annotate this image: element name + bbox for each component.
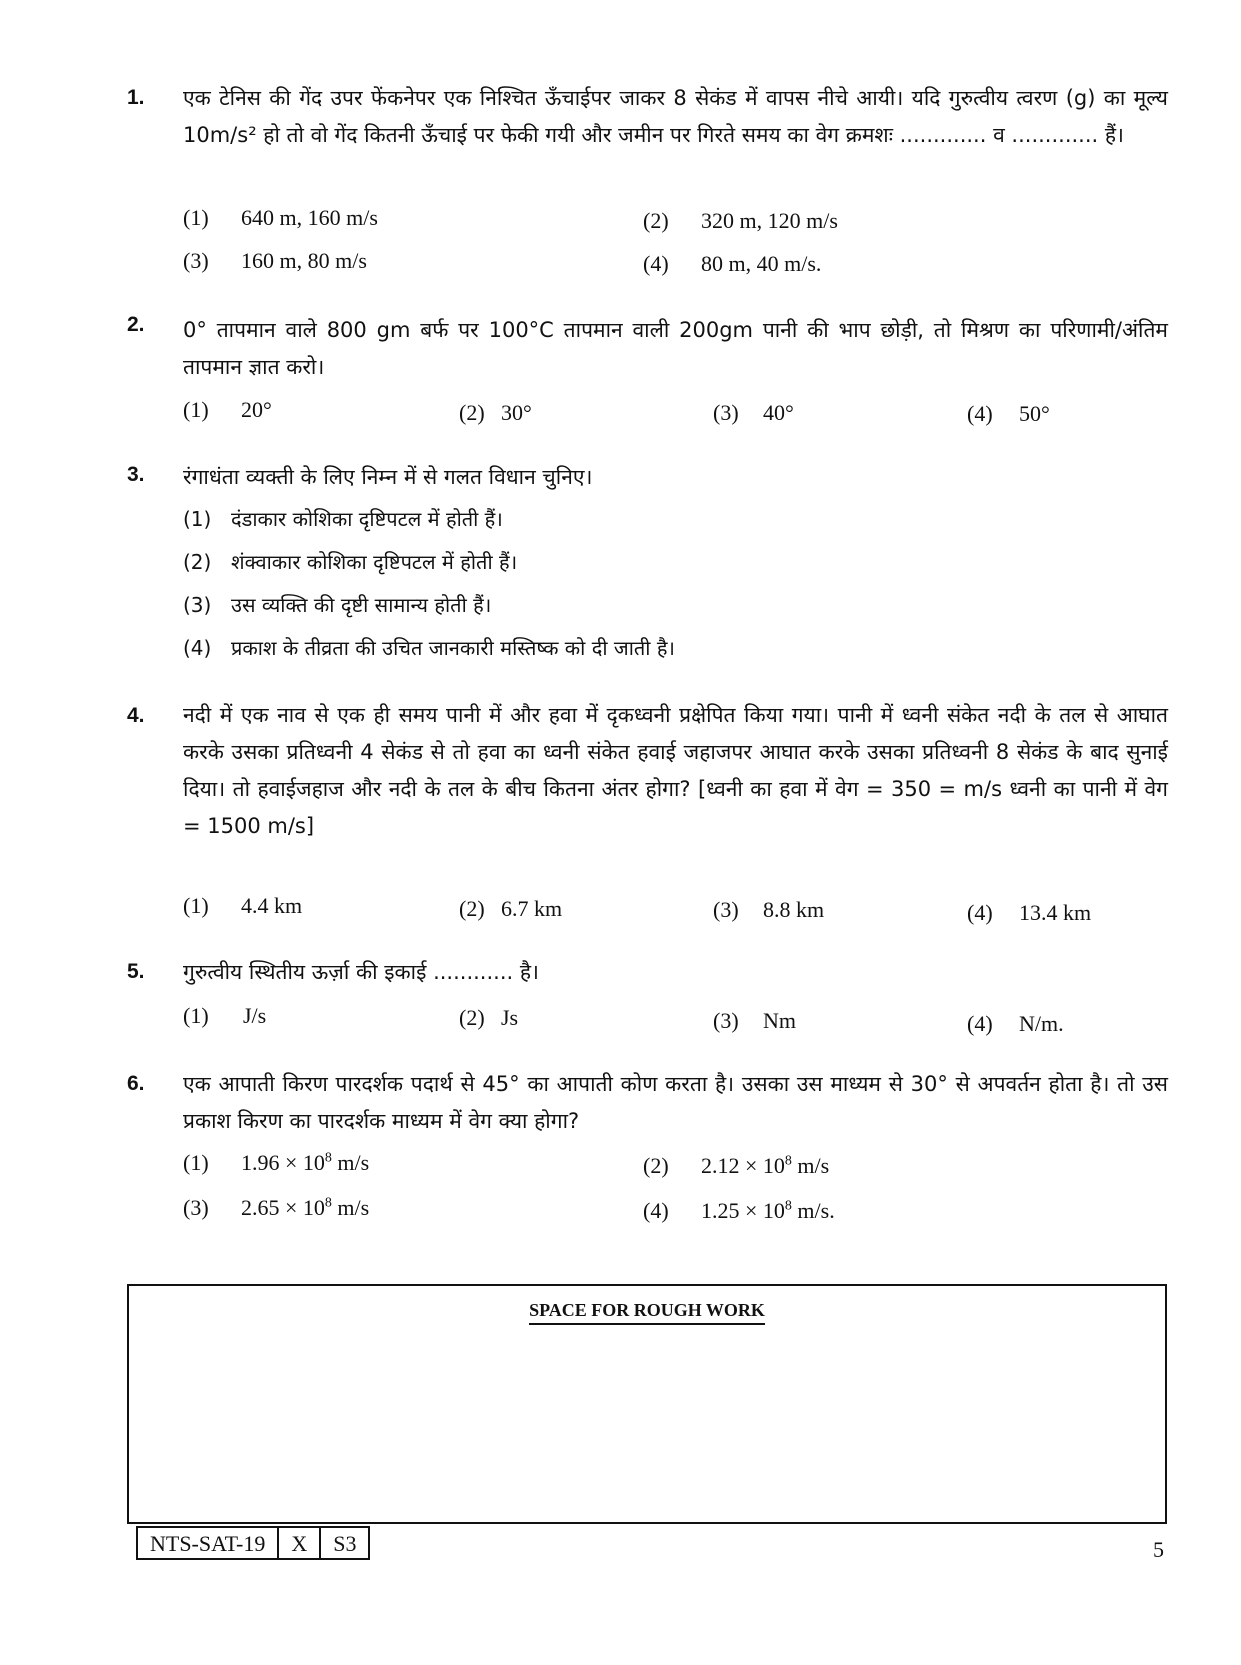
option-text: Js	[501, 1005, 519, 1030]
option-text: 640 m, 160 m/s	[241, 205, 378, 230]
option-label: (3)	[183, 593, 212, 617]
option-text: 1.96 × 10	[241, 1150, 325, 1175]
set-code: S3	[319, 1528, 368, 1558]
option-label: (2)	[459, 400, 485, 425]
option-4[interactable]	[643, 251, 821, 277]
option-label: (2)	[643, 1153, 669, 1178]
option-text: 320 m, 120 m/s	[701, 208, 838, 233]
option-text: 2.12 × 10	[701, 1153, 785, 1178]
question-text: रंगाधंता व्यक्ती के लिए निम्न में से गलत विधान चुनिए।	[183, 465, 593, 489]
question-number: 2.	[127, 313, 145, 336]
option-2[interactable]	[643, 208, 838, 234]
option-label: (4)	[643, 251, 669, 276]
option-label: (3)	[713, 400, 739, 425]
option-text: शंक्वाकार कोशिका दृष्टिपटल में होती हैं।	[231, 550, 518, 574]
option-label: (1)	[183, 507, 212, 531]
option-2[interactable]	[459, 400, 532, 426]
option-text: दंडाकार कोशिका दृष्टिपटल में होती हैं।	[231, 507, 503, 531]
option-1[interactable]	[183, 397, 272, 423]
question-text: एक टेनिस की गेंद उपर फेंकनेपर एक निश्चित ऊँचाईपर जाकर 8 सेकंड में वापस नीचे आयी। यदि गुरुत्वीय त्वरण (g) का मूल्य 10m/s² हो तो वो गेंद कितनी ऊँचाई पर फेकी गयी और जमीन पर गिरते समय का वेग क्रमशः ............. व ............. हैं।	[183, 86, 1168, 147]
option-label: (1)	[183, 1003, 209, 1028]
option-3[interactable]	[183, 1195, 369, 1221]
question-number: 6.	[127, 1072, 145, 1095]
option-text: 8.8 km	[763, 897, 825, 922]
option-1[interactable]	[183, 1150, 369, 1176]
option-1[interactable]	[183, 505, 503, 532]
option-label: (1)	[183, 205, 209, 230]
option-unit: m/s.	[791, 1198, 835, 1223]
paper-code: NTS-SAT-19	[150, 1531, 266, 1556]
question-number: 1.	[127, 86, 145, 109]
question-number: 4.	[127, 704, 145, 727]
option-3[interactable]	[183, 591, 491, 618]
option-text: 80 m, 40 m/s.	[701, 251, 822, 276]
rough-work-title: SPACE FOR ROUGH WORK	[129, 1300, 1165, 1321]
option-label: (3)	[713, 897, 739, 922]
page-number: 5	[1153, 1537, 1164, 1562]
option-label: (1)	[183, 893, 209, 918]
option-label: (1)	[183, 1150, 209, 1175]
option-3[interactable]	[183, 248, 367, 274]
option-4[interactable]	[183, 634, 675, 661]
option-unit: m/s	[331, 1150, 370, 1175]
option-label: (1)	[183, 397, 209, 422]
question-text: 0° तापमान वाले 800 gm बर्फ पर 100°C तापमान वाली 200gm पानी की भाप छोड़ी, तो मिश्रण का परिणामी/अंतिम तापमान ज्ञात करो।	[183, 318, 1168, 379]
option-text: J/s	[243, 1003, 267, 1028]
class-code: X	[277, 1528, 319, 1558]
option-1[interactable]	[183, 205, 378, 231]
question-text: नदी में एक नाव से एक ही समय पानी में और हवा में दृकध्वनी प्रक्षेपित किया गया। पानी में ध्वनी संकेत नदी के तल से आघात करके उसका प्रतिध्वनी 4 सेकंड से तो हवा का ध्वनी संकेत हवाई जहाजपर आघात करके उसका प्रतिध्वनी 8 सेकंड के बाद सुनाई दिया। तो हवाईजहाज और नदी के तल के बीच कितना अंतर होगा? [ध्वनी का हवा में वेग = 350 = m/s ध्वनी का पानी में वेग = 1500 m/s]	[183, 703, 1168, 838]
option-2[interactable]	[459, 896, 562, 922]
option-text: उस व्यक्ति की दृष्टी सामान्य होती हैं।	[231, 593, 492, 617]
option-text: 30°	[501, 400, 532, 425]
option-1[interactable]	[183, 1003, 266, 1029]
option-text: 4.4 km	[241, 893, 303, 918]
option-label: (4)	[967, 900, 993, 925]
option-text: 2.65 × 10	[241, 1195, 325, 1220]
option-4[interactable]	[967, 900, 1091, 926]
option-1[interactable]	[183, 893, 302, 919]
paper-code-box	[136, 1526, 370, 1560]
option-label: (2)	[459, 1005, 485, 1030]
option-label: (4)	[643, 1198, 669, 1223]
question-number: 3.	[127, 463, 145, 486]
option-text: 13.4 km	[1019, 900, 1092, 925]
option-2[interactable]	[643, 1153, 829, 1179]
option-text: Nm	[763, 1008, 796, 1033]
rough-work-area	[127, 1284, 1167, 1524]
option-label: (2)	[643, 208, 669, 233]
option-4[interactable]	[643, 1198, 835, 1224]
option-text: 40°	[763, 400, 794, 425]
option-exponent: 8	[784, 1198, 792, 1214]
option-text: प्रकाश के तीव्रता की उचित जानकारी मस्तिष्क को दी जाती है।	[231, 636, 676, 660]
option-label: (3)	[183, 248, 209, 273]
option-3[interactable]	[713, 1008, 796, 1034]
option-4[interactable]	[967, 401, 1050, 427]
option-text: 160 m, 80 m/s	[241, 248, 367, 273]
option-3[interactable]	[713, 400, 794, 426]
option-label: (2)	[459, 896, 485, 921]
option-exponent: 8	[324, 1150, 332, 1166]
question-number: 5.	[127, 960, 145, 983]
option-exponent: 8	[324, 1195, 332, 1211]
option-text: N/m.	[1019, 1011, 1064, 1036]
option-label: (4)	[967, 1011, 993, 1036]
option-2[interactable]	[459, 1005, 518, 1031]
question-text: गुरुत्वीय स्थितीय ऊर्ज़ा की इकाई ............ है।	[183, 960, 539, 984]
option-label: (4)	[183, 636, 212, 660]
option-text: 50°	[1019, 401, 1050, 426]
option-3[interactable]	[713, 897, 824, 923]
option-2[interactable]	[183, 548, 517, 575]
option-label: (4)	[967, 401, 993, 426]
option-label: (3)	[183, 1195, 209, 1220]
option-text: 6.7 km	[501, 896, 563, 921]
option-label: (3)	[713, 1008, 739, 1033]
option-unit: m/s	[331, 1195, 370, 1220]
question-text: एक आपाती किरण पारदर्शक पदार्थ से 45° का आपाती कोण करता है। उसका उस माध्यम से 30° से अपवर्तन होता है। तो उस प्रकाश किरण का पारदर्शक माध्यम में वेग क्या होगा?	[183, 1072, 1168, 1133]
option-unit: m/s	[791, 1153, 830, 1178]
option-exponent: 8	[784, 1153, 792, 1169]
option-text: 20°	[241, 397, 272, 422]
option-label: (2)	[183, 550, 212, 574]
option-text: 1.25 × 10	[701, 1198, 785, 1223]
option-4[interactable]	[967, 1011, 1064, 1037]
